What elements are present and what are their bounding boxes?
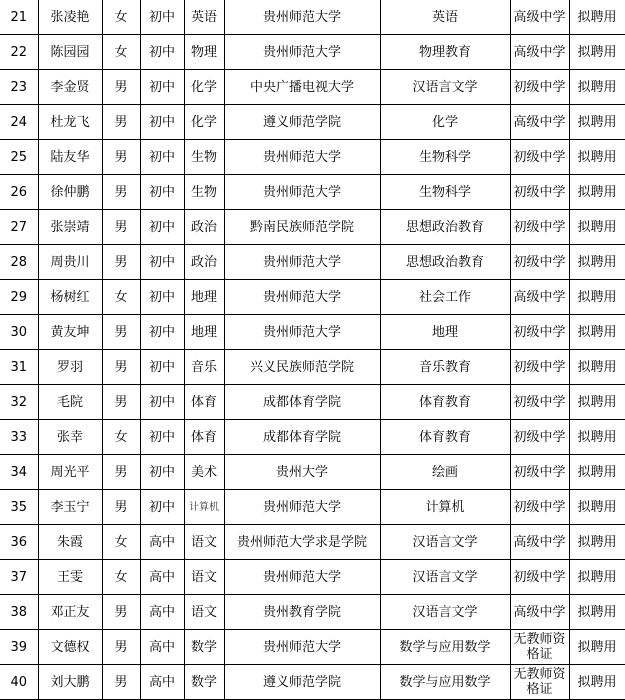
subject-cell: 政治	[184, 245, 224, 280]
hiring-status-cell: 拟聘用	[569, 665, 625, 700]
gender-cell: 男	[102, 245, 140, 280]
graduated-school-cell: 贵州师范大学	[224, 280, 380, 315]
row-number-cell: 32	[0, 385, 38, 420]
school-level-cell: 初中	[140, 420, 184, 455]
graduated-school-cell: 贵州师范大学	[224, 560, 380, 595]
major-cell: 汉语言文学	[380, 595, 510, 630]
name-cell: 徐仲鹏	[38, 175, 102, 210]
graduated-school-cell: 成都体育学院	[224, 420, 380, 455]
gender-cell: 男	[102, 665, 140, 700]
row-number-cell: 37	[0, 560, 38, 595]
gender-cell: 女	[102, 280, 140, 315]
school-level-cell: 高中	[140, 560, 184, 595]
teacher-qualification-cell: 初级中学	[510, 560, 569, 595]
hiring-status-cell: 拟聘用	[569, 245, 625, 280]
graduated-school-cell: 贵州师范大学	[224, 245, 380, 280]
row-number-cell: 22	[0, 35, 38, 70]
name-cell: 周光平	[38, 455, 102, 490]
subject-cell: 地理	[184, 280, 224, 315]
graduated-school-cell: 遵义师范学院	[224, 105, 380, 140]
name-cell: 李金贤	[38, 70, 102, 105]
table-row	[0, 245, 625, 280]
teacher-qualification-cell: 高级中学	[510, 280, 569, 315]
name-cell: 刘大鹏	[38, 665, 102, 700]
row-number-cell: 27	[0, 210, 38, 245]
school-level-cell: 初中	[140, 35, 184, 70]
teacher-qualification-cell: 高级中学	[510, 105, 569, 140]
graduated-school-cell: 黔南民族师范学院	[224, 210, 380, 245]
name-cell: 周贵川	[38, 245, 102, 280]
table-row	[0, 280, 625, 315]
subject-cell: 体育	[184, 420, 224, 455]
teacher-qualification-cell: 初级中学	[510, 70, 569, 105]
table-row	[0, 385, 625, 420]
hiring-status-cell: 拟聘用	[569, 630, 625, 665]
table-row	[0, 630, 625, 665]
name-cell: 陆友华	[38, 140, 102, 175]
teacher-qualification-cell: 无教师资格证	[510, 665, 569, 700]
school-level-cell: 高中	[140, 525, 184, 560]
major-cell: 汉语言文学	[380, 525, 510, 560]
gender-cell: 女	[102, 525, 140, 560]
teacher-qualification-cell: 初级中学	[510, 455, 569, 490]
teacher-qualification-cell: 初级中学	[510, 385, 569, 420]
table-row	[0, 35, 625, 70]
row-number-cell: 21	[0, 0, 38, 35]
row-number-cell: 30	[0, 315, 38, 350]
graduated-school-cell: 贵州教育学院	[224, 595, 380, 630]
hiring-status-cell: 拟聘用	[569, 315, 625, 350]
school-level-cell: 初中	[140, 105, 184, 140]
school-level-cell: 初中	[140, 315, 184, 350]
gender-cell: 男	[102, 210, 140, 245]
row-number-cell: 36	[0, 525, 38, 560]
name-cell: 邓正友	[38, 595, 102, 630]
school-level-cell: 初中	[140, 455, 184, 490]
school-level-cell: 高中	[140, 665, 184, 700]
row-number-cell: 29	[0, 280, 38, 315]
subject-cell: 英语	[184, 0, 224, 35]
teacher-qualification-cell: 无教师资格证	[510, 630, 569, 665]
table-row	[0, 210, 625, 245]
teacher-qualification-cell: 初级中学	[510, 245, 569, 280]
gender-cell: 女	[102, 35, 140, 70]
subject-cell: 语文	[184, 595, 224, 630]
table-row	[0, 350, 625, 385]
gender-cell: 男	[102, 175, 140, 210]
teacher-qualification-cell: 初级中学	[510, 175, 569, 210]
name-cell: 罗羽	[38, 350, 102, 385]
gender-cell: 男	[102, 455, 140, 490]
row-number-cell: 40	[0, 665, 38, 700]
teacher-qualification-cell: 高级中学	[510, 525, 569, 560]
row-number-cell: 28	[0, 245, 38, 280]
teacher-qualification-cell: 高级中学	[510, 0, 569, 35]
major-cell: 音乐教育	[380, 350, 510, 385]
gender-cell: 男	[102, 630, 140, 665]
school-level-cell: 初中	[140, 490, 184, 525]
major-cell: 思想政治教育	[380, 245, 510, 280]
graduated-school-cell: 遵义师范学院	[224, 665, 380, 700]
teacher-qualification-cell: 初级中学	[510, 315, 569, 350]
table-row	[0, 420, 625, 455]
major-cell: 社会工作	[380, 280, 510, 315]
teacher-qualification-cell: 初级中学	[510, 210, 569, 245]
name-cell: 张凌艳	[38, 0, 102, 35]
row-number-cell: 25	[0, 140, 38, 175]
gender-cell: 男	[102, 140, 140, 175]
graduated-school-cell: 成都体育学院	[224, 385, 380, 420]
hiring-status-cell: 拟聘用	[569, 35, 625, 70]
hiring-status-cell: 拟聘用	[569, 105, 625, 140]
graduated-school-cell: 贵州师范大学	[224, 175, 380, 210]
table-row	[0, 175, 625, 210]
school-level-cell: 初中	[140, 350, 184, 385]
hiring-status-cell: 拟聘用	[569, 525, 625, 560]
subject-cell: 语文	[184, 525, 224, 560]
hiring-status-cell: 拟聘用	[569, 350, 625, 385]
row-number-cell: 39	[0, 630, 38, 665]
school-level-cell: 初中	[140, 385, 184, 420]
gender-cell: 男	[102, 315, 140, 350]
school-level-cell: 初中	[140, 210, 184, 245]
school-level-cell: 初中	[140, 0, 184, 35]
major-cell: 汉语言文学	[380, 70, 510, 105]
major-cell: 数学与应用数学	[380, 665, 510, 700]
subject-cell: 化学	[184, 70, 224, 105]
hiring-status-cell: 拟聘用	[569, 280, 625, 315]
subject-cell: 数学	[184, 630, 224, 665]
row-number-cell: 26	[0, 175, 38, 210]
table-row	[0, 595, 625, 630]
hiring-status-cell: 拟聘用	[569, 595, 625, 630]
subject-cell: 物理	[184, 35, 224, 70]
name-cell: 杨树红	[38, 280, 102, 315]
major-cell: 绘画	[380, 455, 510, 490]
subject-cell: 体育	[184, 385, 224, 420]
table-row	[0, 490, 625, 525]
school-level-cell: 高中	[140, 630, 184, 665]
name-cell: 李玉宁	[38, 490, 102, 525]
subject-cell: 生物	[184, 175, 224, 210]
name-cell: 张幸	[38, 420, 102, 455]
hiring-status-cell: 拟聘用	[569, 140, 625, 175]
hiring-status-cell: 拟聘用	[569, 175, 625, 210]
table-row	[0, 70, 625, 105]
major-cell: 计算机	[380, 490, 510, 525]
row-number-cell: 31	[0, 350, 38, 385]
school-level-cell: 初中	[140, 280, 184, 315]
major-cell: 英语	[380, 0, 510, 35]
graduated-school-cell: 贵州师范大学求是学院	[224, 525, 380, 560]
hiring-status-cell: 拟聘用	[569, 0, 625, 35]
table-row	[0, 525, 625, 560]
hiring-status-cell: 拟聘用	[569, 420, 625, 455]
row-number-cell: 38	[0, 595, 38, 630]
name-cell: 黄友坤	[38, 315, 102, 350]
row-number-cell: 33	[0, 420, 38, 455]
teacher-qualification-cell: 初级中学	[510, 490, 569, 525]
graduated-school-cell: 兴义民族师范学院	[224, 350, 380, 385]
graduated-school-cell: 贵州师范大学	[224, 35, 380, 70]
hiring-status-cell: 拟聘用	[569, 210, 625, 245]
gender-cell: 女	[102, 560, 140, 595]
row-number-cell: 35	[0, 490, 38, 525]
name-cell: 王雯	[38, 560, 102, 595]
subject-cell: 数学	[184, 665, 224, 700]
teacher-qualification-cell: 初级中学	[510, 350, 569, 385]
name-cell: 毛院	[38, 385, 102, 420]
school-level-cell: 初中	[140, 175, 184, 210]
subject-cell: 计算机	[184, 490, 224, 525]
name-cell: 文德权	[38, 630, 102, 665]
subject-cell: 音乐	[184, 350, 224, 385]
subject-cell: 政治	[184, 210, 224, 245]
graduated-school-cell: 贵州师范大学	[224, 315, 380, 350]
subject-cell: 地理	[184, 315, 224, 350]
major-cell: 化学	[380, 105, 510, 140]
gender-cell: 女	[102, 0, 140, 35]
teacher-qualification-cell: 初级中学	[510, 420, 569, 455]
gender-cell: 男	[102, 385, 140, 420]
name-cell: 张崇靖	[38, 210, 102, 245]
name-cell: 朱霞	[38, 525, 102, 560]
row-number-cell: 24	[0, 105, 38, 140]
gender-cell: 男	[102, 350, 140, 385]
subject-cell: 美术	[184, 455, 224, 490]
graduated-school-cell: 贵州师范大学	[224, 140, 380, 175]
table-row	[0, 455, 625, 490]
teacher-qualification-cell: 高级中学	[510, 595, 569, 630]
gender-cell: 女	[102, 420, 140, 455]
graduated-school-cell: 中央广播电视大学	[224, 70, 380, 105]
school-level-cell: 高中	[140, 595, 184, 630]
name-cell: 陈园园	[38, 35, 102, 70]
table-row	[0, 560, 625, 595]
row-number-cell: 23	[0, 70, 38, 105]
major-cell: 生物科学	[380, 175, 510, 210]
teacher-qualification-cell: 高级中学	[510, 35, 569, 70]
major-cell: 物理教育	[380, 35, 510, 70]
hiring-status-cell: 拟聘用	[569, 490, 625, 525]
major-cell: 体育教育	[380, 385, 510, 420]
graduated-school-cell: 贵州师范大学	[224, 490, 380, 525]
hiring-status-cell: 拟聘用	[569, 385, 625, 420]
table-row	[0, 105, 625, 140]
major-cell: 生物科学	[380, 140, 510, 175]
graduated-school-cell: 贵州师范大学	[224, 630, 380, 665]
hiring-status-cell: 拟聘用	[569, 560, 625, 595]
major-cell: 汉语言文学	[380, 560, 510, 595]
name-cell: 杜龙飞	[38, 105, 102, 140]
graduated-school-cell: 贵州师范大学	[224, 0, 380, 35]
gender-cell: 男	[102, 595, 140, 630]
gender-cell: 男	[102, 105, 140, 140]
subject-cell: 生物	[184, 140, 224, 175]
table-row	[0, 665, 625, 700]
gender-cell: 男	[102, 70, 140, 105]
school-level-cell: 初中	[140, 140, 184, 175]
hiring-status-cell: 拟聘用	[569, 70, 625, 105]
school-level-cell: 初中	[140, 70, 184, 105]
school-level-cell: 初中	[140, 245, 184, 280]
major-cell: 体育教育	[380, 420, 510, 455]
gender-cell: 男	[102, 490, 140, 525]
hiring-status-cell: 拟聘用	[569, 455, 625, 490]
graduated-school-cell: 贵州大学	[224, 455, 380, 490]
major-cell: 思想政治教育	[380, 210, 510, 245]
teacher-qualification-cell: 初级中学	[510, 140, 569, 175]
table-row	[0, 315, 625, 350]
major-cell: 数学与应用数学	[380, 630, 510, 665]
table-row	[0, 0, 625, 35]
subject-cell: 语文	[184, 560, 224, 595]
table-row	[0, 140, 625, 175]
subject-cell: 化学	[184, 105, 224, 140]
row-number-cell: 34	[0, 455, 38, 490]
major-cell: 地理	[380, 315, 510, 350]
